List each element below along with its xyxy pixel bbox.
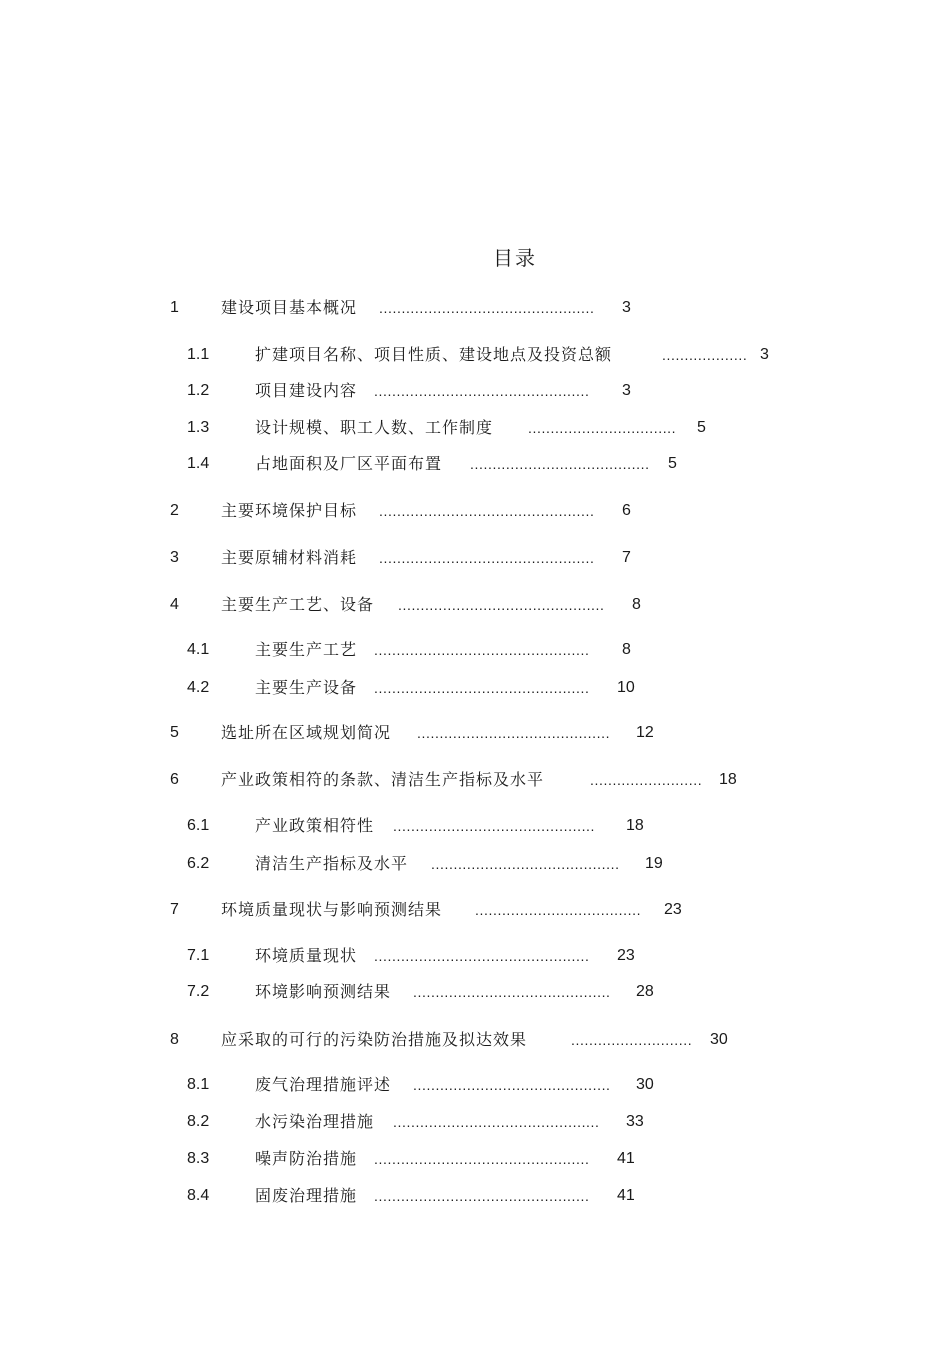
toc-entry-leader: ................... — [662, 347, 748, 363]
toc-entry[interactable] — [187, 639, 662, 661]
toc-entry[interactable] — [170, 500, 662, 522]
toc-entry-leader: ................................................ — [374, 642, 590, 658]
toc-entry-page: 23 — [664, 901, 682, 918]
toc-entry-leader: ................................................ — [374, 1151, 590, 1167]
toc-entry[interactable] — [170, 722, 676, 744]
toc-entry-number: 6.2 — [187, 855, 210, 872]
toc-entry-page: 3 — [622, 382, 631, 399]
toc-entry-number: 4.1 — [187, 641, 210, 658]
toc-heading: 目录 — [493, 246, 537, 270]
toc-entry[interactable] — [170, 1029, 750, 1051]
toc-entry-page: 8 — [632, 596, 641, 613]
toc-entry-page: 12 — [636, 724, 654, 741]
toc-entry-number: 8.3 — [187, 1150, 210, 1167]
toc-entry-page: 30 — [710, 1031, 728, 1048]
toc-entry[interactable] — [170, 594, 672, 616]
toc-entry-page: 18 — [626, 817, 644, 834]
toc-entry-number: 2 — [170, 502, 179, 519]
toc-entry-title: 产业政策相符性 — [255, 816, 375, 835]
toc-entry-number: 6 — [170, 771, 179, 788]
toc-entry-leader: ................................................ — [379, 503, 595, 519]
toc-entry-number: 6.1 — [187, 817, 210, 834]
toc-entry-title: 主要原辅材料消耗 — [221, 548, 358, 567]
toc-entry-number: 1.2 — [187, 382, 210, 399]
toc-entry-title: 主要生产工艺、设备 — [221, 595, 375, 614]
toc-entry-leader: ........................... — [571, 1032, 693, 1048]
toc-entry-page: 8 — [622, 641, 631, 658]
toc-entry[interactable] — [170, 547, 662, 569]
toc-entry-leader: ................................................ — [379, 300, 595, 316]
toc-entry-title: 选址所在区域规划简况 — [221, 723, 392, 742]
toc-entry-number: 1 — [170, 299, 179, 316]
toc-entry-leader: ................................................ — [374, 948, 590, 964]
toc-entry[interactable] — [187, 815, 666, 837]
toc-entry-page: 23 — [617, 947, 635, 964]
toc-entry-number: 1.3 — [187, 419, 210, 436]
toc-entry-leader: ............................................ — [413, 984, 611, 1000]
toc-entry-title: 固废治理措施 — [255, 1186, 358, 1205]
toc-entry-number: 7.1 — [187, 947, 210, 964]
toc-entry-number: 8 — [170, 1031, 179, 1048]
toc-entry-leader: ..................................... — [475, 902, 642, 918]
toc-entry-number: 7 — [170, 901, 179, 918]
toc-entry[interactable] — [187, 981, 676, 1003]
toc-entry-title: 项目建设内容 — [255, 381, 358, 400]
toc-entry[interactable] — [187, 344, 800, 366]
toc-entry[interactable] — [187, 853, 685, 875]
toc-entry-number: 3 — [170, 549, 179, 566]
toc-entry-leader: ........................................ — [470, 456, 650, 472]
toc-entry-leader: .............................................. — [398, 597, 605, 613]
toc-entry-title: 应采取的可行的污染防治措施及拟达效果 — [221, 1030, 528, 1049]
toc-entry-number: 5 — [170, 724, 179, 741]
toc-entry-page: 3 — [622, 299, 631, 316]
toc-entry-leader: ................................................ — [374, 680, 590, 696]
toc-entry-page: 6 — [622, 502, 631, 519]
toc-entry-leader: ........................................... — [417, 725, 611, 741]
toc-entry-number: 7.2 — [187, 983, 210, 1000]
toc-entry-title: 环境影响预测结果 — [255, 982, 392, 1001]
toc-entry-page: 3 — [760, 346, 769, 363]
toc-entry-number: 8.2 — [187, 1113, 210, 1130]
toc-entry[interactable] — [187, 1074, 676, 1096]
toc-entry-leader: ................................................ — [379, 550, 595, 566]
toc-entry[interactable] — [170, 769, 759, 791]
toc-entry-number: 1.4 — [187, 455, 210, 472]
toc-entry[interactable] — [170, 297, 662, 319]
toc-entry[interactable] — [187, 1148, 657, 1170]
toc-entry-title: 废气治理措施评述 — [255, 1075, 392, 1094]
toc-entry-page: 5 — [668, 455, 677, 472]
toc-entry[interactable] — [187, 380, 662, 402]
toc-entry-leader: ............................................. — [393, 818, 596, 834]
toc-entry[interactable] — [187, 677, 657, 699]
toc-entry-title: 水污染治理措施 — [255, 1112, 375, 1131]
toc-entry-leader: ................................. — [528, 420, 677, 436]
toc-entry[interactable] — [187, 453, 708, 475]
toc-entry-title: 占地面积及厂区平面布置 — [255, 454, 443, 473]
toc-entry-leader: ................................................ — [374, 1188, 590, 1204]
toc-entry-page: 19 — [645, 855, 663, 872]
toc-entry-page: 30 — [636, 1076, 654, 1093]
toc-entry-leader: ............................................ — [413, 1077, 611, 1093]
toc-entry[interactable] — [187, 417, 737, 439]
toc-entry-number: 8.4 — [187, 1187, 210, 1204]
toc-entry-leader: .............................................. — [393, 1114, 600, 1130]
toc-entry-page: 7 — [622, 549, 631, 566]
toc-entry-leader: .......................................... — [431, 856, 620, 872]
toc-entry-page: 41 — [617, 1150, 635, 1167]
toc-entry-number: 4.2 — [187, 679, 210, 696]
toc-entry-page: 28 — [636, 983, 654, 1000]
toc-entry-title: 产业政策相符的条款、清洁生产指标及水平 — [221, 770, 545, 789]
toc-entry-leader: ................................................ — [374, 383, 590, 399]
toc-entry-page: 41 — [617, 1187, 635, 1204]
toc-entry-number: 1.1 — [187, 346, 210, 363]
toc-entry-title: 建设项目基本概况 — [221, 298, 358, 317]
toc-entry-title: 环境质量现状 — [255, 946, 358, 965]
toc-entry[interactable] — [187, 1185, 657, 1207]
toc-entry-title: 主要生产工艺 — [255, 640, 358, 659]
toc-entry-title: 环境质量现状与影响预测结果 — [221, 900, 443, 919]
toc-entry[interactable] — [187, 945, 657, 967]
toc-entry-title: 设计规模、职工人数、工作制度 — [255, 418, 494, 437]
toc-entry-title: 噪声防治措施 — [255, 1149, 358, 1168]
toc-entry-page: 10 — [617, 679, 635, 696]
toc-entry-page: 18 — [719, 771, 737, 788]
toc-entry-title: 主要环境保护目标 — [221, 501, 358, 520]
toc-entry-number: 8.1 — [187, 1076, 210, 1093]
toc-entry-page: 5 — [697, 419, 706, 436]
toc-entry-leader: ......................... — [590, 772, 703, 788]
toc-entry[interactable] — [187, 1111, 666, 1133]
toc-entry-page: 33 — [626, 1113, 644, 1130]
toc-entry-title: 主要生产设备 — [255, 678, 358, 697]
toc-entry-title: 扩建项目名称、项目性质、建设地点及投资总额 — [255, 345, 613, 364]
toc-entry-number: 4 — [170, 596, 179, 613]
toc-entry[interactable] — [170, 899, 704, 921]
toc-entry-title: 清洁生产指标及水平 — [255, 854, 409, 873]
